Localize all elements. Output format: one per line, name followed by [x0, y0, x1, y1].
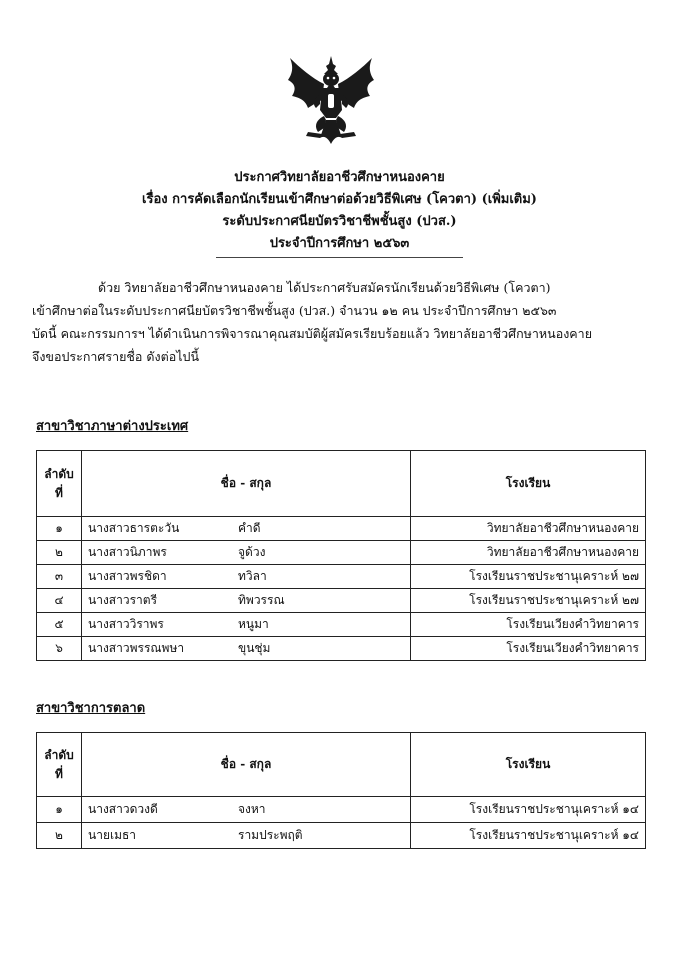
row-no: ๑: [37, 797, 82, 823]
row-no: ๔: [37, 589, 82, 613]
body-line: บัดนี้ คณะกรรมการฯ ได้ดำเนินการพิจารณาคุณสมบัติผู้สมัครเรียบร้อยแล้ว วิทยาลัยอาชีวศึกษาหนองคาย: [32, 326, 593, 341]
school-name: โรงเรียนเวียงคำวิทยาคาร: [411, 637, 646, 661]
body-line: ด้วย วิทยาลัยอาชีวศึกษาหนองคาย ได้ประกาศรับสมัครนักเรียนด้วยวิธีพิเศษ (โควตา): [98, 280, 551, 295]
school-name: โรงเรียนราชประชานุเคราะห์ ๒๗: [411, 589, 646, 613]
marketing-table: [36, 732, 646, 849]
announcement-body: [32, 276, 632, 368]
first-name: นางสาวพรชิดา: [88, 569, 167, 583]
announcement-level: ระดับประกาศนียบัตรวิชาชีพชั้นสูง (ปวส.): [222, 214, 457, 229]
first-name: นางสาวพรรณพษา: [88, 641, 185, 655]
column-header-name: ชื่อ - สกุล: [82, 733, 411, 797]
body-line: จึงขอประกาศรายชื่อ ดังต่อไปนี้: [32, 349, 199, 364]
section-title-marketing: สาขาวิชาการตลาด: [36, 701, 146, 716]
announcement-title: ประกาศวิทยาลัยอาชีวศึกษาหนองคาย: [234, 170, 445, 185]
school-name: โรงเรียนราชประชานุเคราะห์ ๑๔: [411, 823, 646, 849]
column-header-school: โรงเรียน: [411, 451, 646, 517]
school-name: โรงเรียนเวียงคำวิทยาคาร: [411, 613, 646, 637]
body-line: เข้าศึกษาต่อในระดับประกาศนียบัตรวิชาชีพชั้นสูง (ปวส.) จำนวน ๑๒ คน ประจำปีการศึกษา ๒๕๖๓: [32, 303, 557, 318]
surname: หนูมา: [238, 617, 269, 631]
table-header-row: [37, 451, 646, 517]
row-no: ๑: [37, 517, 82, 541]
first-name: นางสาวราตรี: [88, 593, 158, 607]
first-name: นายเมธา: [88, 828, 137, 842]
row-no: ๒: [37, 823, 82, 849]
table-row: [37, 541, 646, 565]
column-header-school: โรงเรียน: [411, 733, 646, 797]
table-row: [37, 589, 646, 613]
row-no: ๕: [37, 613, 82, 637]
column-header-name: ชื่อ - สกุล: [82, 451, 411, 517]
row-no: ๖: [37, 637, 82, 661]
surname: รามประพฤติ: [238, 828, 303, 842]
table-row: [37, 823, 646, 849]
table-row: [37, 613, 646, 637]
surname: ขุนชุ่ม: [238, 641, 271, 655]
table-row: [37, 565, 646, 589]
academic-year: ประจำปีการศึกษา ๒๕๖๓: [269, 236, 410, 251]
first-name: นางสาวดวงดี: [88, 802, 158, 816]
row-no: ๓: [37, 565, 82, 589]
school-name: วิทยาลัยอาชีวศึกษาหนองคาย: [411, 517, 646, 541]
table-row: [37, 517, 646, 541]
section-title-foreign-languages: สาขาวิชาภาษาต่างประเทศ: [36, 419, 189, 434]
first-name: นางสาวธารตะวัน: [88, 521, 180, 535]
surname: จูด้วง: [238, 545, 266, 559]
table-row: [37, 797, 646, 823]
school-name: โรงเรียนราชประชานุเคราะห์ ๒๗: [411, 565, 646, 589]
foreign-languages-table: [36, 450, 646, 661]
surname: ทวิลา: [238, 569, 267, 583]
table-header-row: [37, 733, 646, 797]
school-name: วิทยาลัยอาชีวศึกษาหนองคาย: [411, 541, 646, 565]
column-header-no: ลำดับ ที่: [37, 733, 82, 797]
school-name: โรงเรียนราชประชานุเคราะห์ ๑๔: [411, 797, 646, 823]
surname: จงหา: [238, 802, 266, 816]
row-no: ๒: [37, 541, 82, 565]
heading-divider: [216, 257, 463, 258]
surname: คำดี: [238, 521, 261, 535]
garuda-emblem-icon: [286, 54, 376, 146]
first-name: นางสาวนิภาพร: [88, 545, 167, 559]
surname: ทิพวรรณ: [238, 593, 285, 607]
first-name: นางสาววิราพร: [88, 617, 164, 631]
column-header-no: ลำดับ ที่: [37, 451, 82, 517]
announcement-subject: เรื่อง การคัดเลือกนักเรียนเข้าศึกษาต่อด้วยวิธีพิเศษ (โควตา) (เพิ่มเติม): [142, 192, 537, 207]
table-row: [37, 637, 646, 661]
